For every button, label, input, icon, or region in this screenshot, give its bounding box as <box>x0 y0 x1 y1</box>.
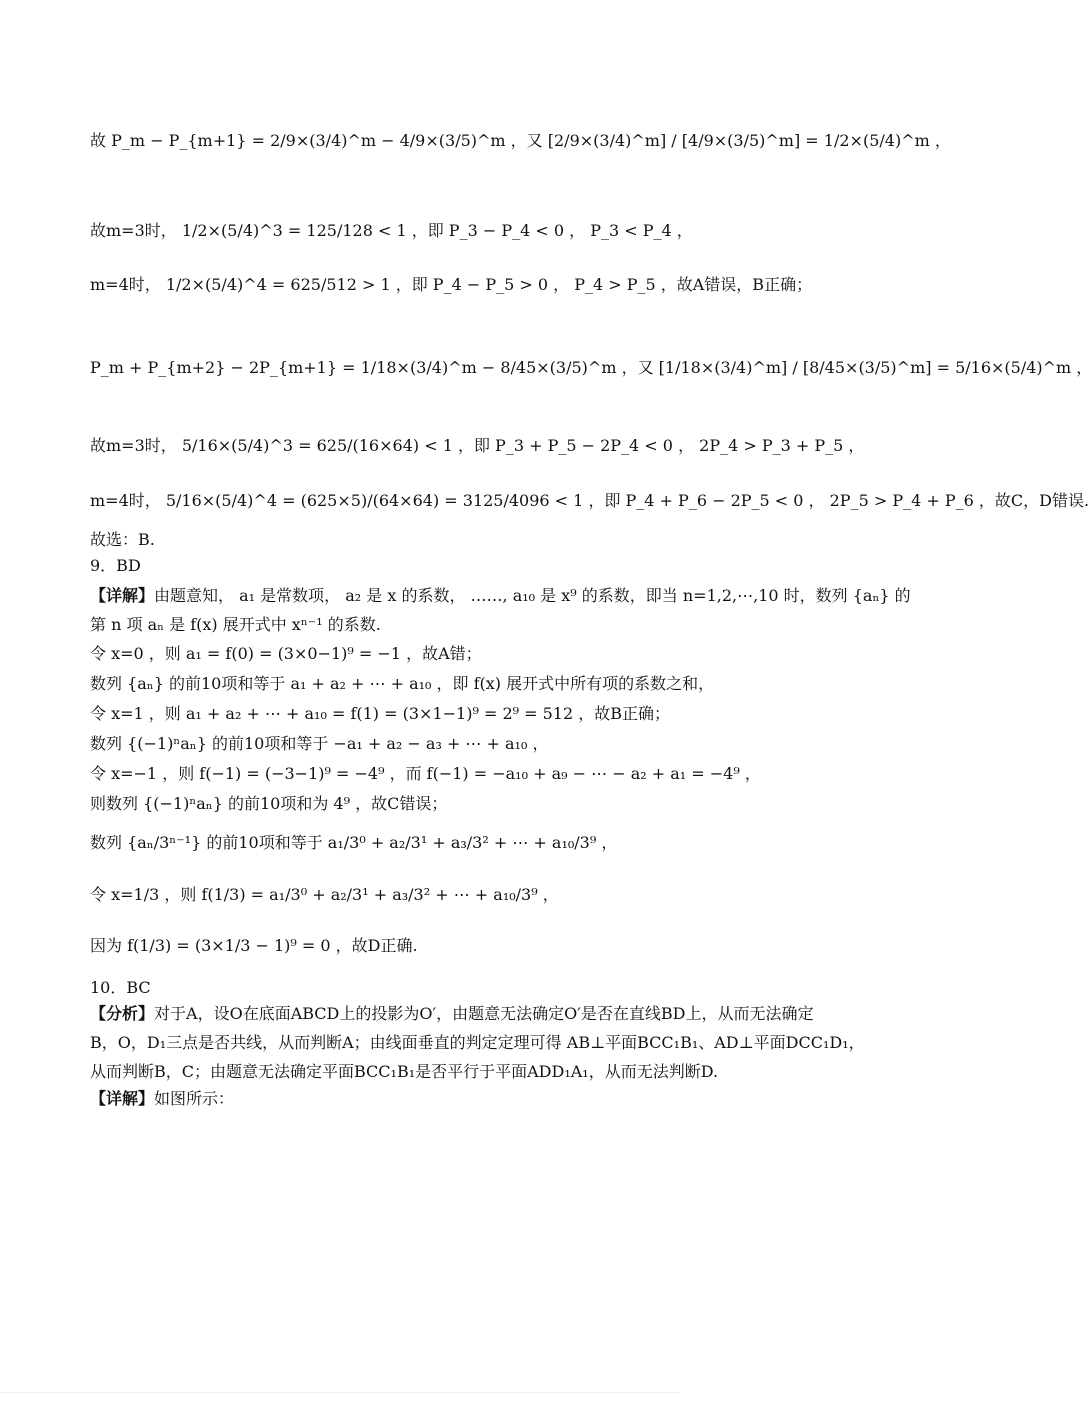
detail-line-9b: 第 n 项 aₙ 是 f(x) 展开式中 xⁿ⁻¹ 的系数. <box>90 615 381 634</box>
detail-line-9d: 数列 {aₙ} 的前10项和等于 a₁ + a₂ + ⋯ + a₁₀ ，即 f(x) 展开式中所有项的系数之和， <box>90 674 715 693</box>
analysis-line-10c: 从而判断B，C；由题意无法确定平面BCC₁B₁是否平行于平面ADD₁A₁，从而无法判断D. <box>90 1062 719 1081</box>
formula-line-1: 故 P_m − P_{m+1} = 2/9×(3/4)^m − 4/9×(3/5)^m ，又 [2/9×(3/4)^m] / [4/9×(3/5)^m] = 1/2×(5/4)^m ， <box>90 131 951 150</box>
detail-line-9i: 数列 {aₙ/3ⁿ⁻¹} 的前10项和等于 a₁/3⁰ + a₂/3¹ + a₃/3² + ⋯ + a₁₀/3⁹ ， <box>90 833 618 852</box>
detail-tag: 【详解】 <box>90 586 155 605</box>
detail-text: 由题意知， a₁ 是常数项， a₂ 是 x 的系数， ……, a₁₀ 是 x⁹ 的系数，即当 n=1,2,⋯,10 时，数列 {aₙ} 的 <box>154 586 911 605</box>
question-10-heading: 10．BC <box>90 978 151 997</box>
formula-line-4: P_m + P_{m+2} − 2P_{m+1} = 1/18×(3/4)^m − 8/45×(3/5)^m ，又 [1/18×(3/4)^m] / [8/45×(3/5)^m] = 5/16×(5/4)^m ， <box>90 358 1092 377</box>
formula-line-6: m=4时， 5/16×(5/4)^4 = (625×5)/(64×64) = 3125/4096 < 1 ，即 P_4 + P_6 − 2P_5 < 0 ， 2P_5 > P_4 + P_6 ，故C，D错误. <box>90 491 1090 510</box>
detail-text-10: 如图所示： <box>154 1089 235 1108</box>
detail-line-9a <box>90 583 911 609</box>
analysis-line-10a <box>90 1001 813 1027</box>
analysis-line-10b: B，O，D₁三点是否共线，从而判断A；由线面垂直的判定定理可得 AB⊥平面BCC₁B₁、AD⊥平面DCC₁D₁， <box>90 1033 865 1052</box>
analysis-text: 对于A，设O在底面ABCD上的投影为O′，由题意无法确定O′是否在直线BD上，从而无法确定 <box>154 1004 814 1023</box>
formula-line-3: m=4时， 1/2×(5/4)^4 = 625/512 > 1 ，即 P_4 − P_5 > 0 ， P_4 > P_5 ，故A错误，B正确； <box>90 275 813 294</box>
formula-line-5: 故m=3时， 5/16×(5/4)^3 = 625/(16×64) < 1 ，即 P_3 + P_5 − 2P_4 < 0 ， 2P_4 > P_3 + P_5 ， <box>90 436 865 455</box>
answer-line: 故选：B. <box>90 530 155 549</box>
detail-line-9c: 令 x=0 ，则 a₁ = f(0) = (3×0−1)⁹ = −1 ，故A错； <box>90 644 482 663</box>
bottom-divider <box>0 1392 680 1393</box>
detail-line-9f: 数列 {(−1)ⁿaₙ} 的前10项和等于 −a₁ + a₂ − a₃ + ⋯ + a₁₀ ， <box>90 734 549 753</box>
analysis-tag: 【分析】 <box>90 1004 155 1023</box>
detail-line-9k: 因为 f(1/3) = (3×1/3 − 1)⁹ = 0 ，故D正确. <box>90 936 418 955</box>
detail-line-9e: 令 x=1 ，则 a₁ + a₂ + ⋯ + a₁₀ = f(1) = (3×1−1)⁹ = 2⁹ = 512 ，故B正确； <box>90 704 671 723</box>
question-9-heading: 9．BD <box>90 556 141 575</box>
formula-line-2: 故m=3时， 1/2×(5/4)^3 = 125/128 < 1 ，即 P_3 − P_4 < 0 ， P_3 < P_4 ， <box>90 221 693 240</box>
detail-line-9g: 令 x=−1 ，则 f(−1) = (−3−1)⁹ = −4⁹ ，而 f(−1) = −a₁₀ + a₉ − ⋯ − a₂ + a₁ = −4⁹ ， <box>90 764 761 783</box>
detail-line-9j: 令 x=1/3 ，则 f(1/3) = a₁/3⁰ + a₂/3¹ + a₃/3² + ⋯ + a₁₀/3⁹ ， <box>90 885 559 904</box>
detail-line-10 <box>90 1086 234 1112</box>
detail-line-9h: 则数列 {(−1)ⁿaₙ} 的前10项和为 4⁹ ，故C错误； <box>90 794 448 813</box>
detail-tag-10: 【详解】 <box>90 1089 155 1108</box>
